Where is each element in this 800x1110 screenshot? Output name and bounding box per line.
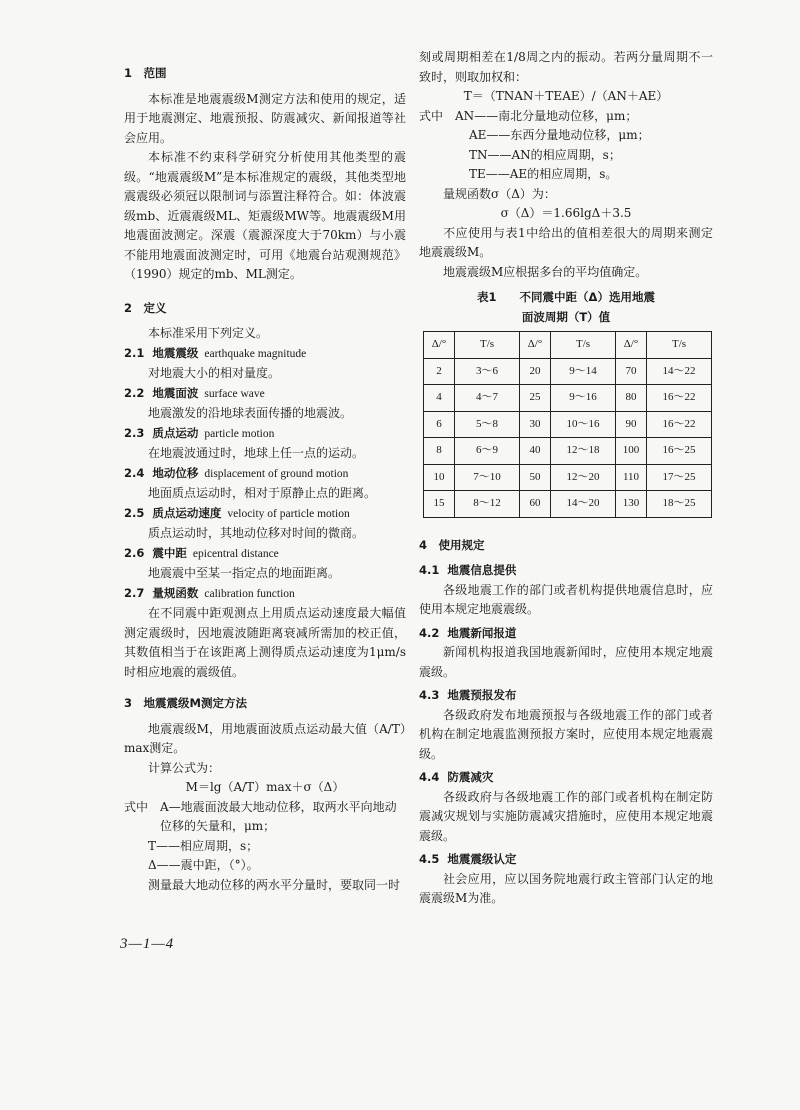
rule-number: 4.4: [419, 770, 440, 784]
rule-number: 4.5: [419, 852, 440, 866]
where-line-3: Δ——震中距，（°）。: [148, 858, 259, 872]
table-header-row: [424, 332, 712, 359]
section-3-para-1: 地震震级M，用地震面波质点运动最大值（A/T）max测定。: [124, 721, 406, 755]
rule-description: 各级政府发布地震预报与各级地震工作的部门或者机构在制定地震监测预报方案时，应使用本规定地震震级。: [419, 707, 713, 761]
rule-heading: [419, 768, 713, 788]
table-cell: 110: [616, 464, 647, 491]
table-cell: 100: [616, 438, 647, 465]
weighted-period-formula: T＝（TNAN＋TEAE）/（AN＋AE）: [463, 89, 669, 103]
table-cell: 2: [424, 358, 455, 385]
definition-description: 地震激发的沿地球表面传播的地震波。: [148, 406, 353, 420]
definition-english: velocity of particle motion: [227, 507, 350, 520]
table-cell: 90: [616, 411, 647, 438]
rule-description: 社会应用，应以国务院地震行政主管部门认定的地震震级M为准。: [419, 871, 713, 905]
definition-heading: [124, 504, 406, 525]
definition-heading: [124, 464, 406, 485]
definition-english: earthquake magnitude: [204, 347, 307, 360]
table-cell: 4: [424, 385, 455, 412]
definition-english: displacement of ground motion: [204, 467, 349, 480]
section-3-para-2: 计算公式为：: [148, 760, 221, 775]
table-cell: 10: [424, 464, 455, 491]
rule-number: 4.3: [419, 688, 440, 702]
table-cell: 9～14: [551, 358, 616, 385]
rule-number: 4.2: [419, 625, 440, 640]
rule-term: 防震减灾: [447, 770, 494, 784]
rule-term: 地震震级认定: [447, 852, 517, 866]
definition-term: 质点运动: [152, 425, 199, 440]
table-header: T/s: [551, 332, 616, 359]
table-caption: 表1 不同震中距（Δ）选用地震: [477, 290, 655, 304]
section-3-para-3: 测量最大地动位移的两水平分量时，要取同一时: [148, 877, 401, 892]
definition-number: 2.2: [124, 385, 145, 400]
definition-english: surface wave: [204, 387, 265, 400]
definition-description: 对地震大小的相对量度。: [148, 366, 281, 380]
left-column: [124, 54, 406, 895]
definition-heading: [124, 544, 406, 565]
continuation-para: 刻或周期相差在1/8周之内的振动。若两分量周期不一致时，则取加权和：: [419, 50, 713, 84]
table-row: [424, 358, 712, 385]
rule-description: 各级地震工作的部门或者机构提供地震信息时，应使用本规定地震震级。: [419, 582, 713, 616]
section-2-intro: 本标准采用下列定义。: [148, 326, 269, 340]
rule-term: 地震预报发布: [447, 688, 517, 702]
table-cell: 70: [616, 358, 647, 385]
definition-term: 质点运动速度: [152, 505, 222, 520]
calibration-formula: σ（Δ）＝1.66lgΔ＋3.5: [500, 206, 632, 220]
table-cell: 15: [424, 491, 455, 518]
table-cell: 130: [616, 491, 647, 518]
table-cell: 3～6: [455, 358, 520, 385]
table-caption-2: 面波周期（T）值: [521, 309, 611, 324]
definition-number: 2.3: [124, 425, 145, 440]
table-cell: 80: [616, 385, 647, 412]
definition-heading: [124, 424, 406, 445]
table-cell: 16～22: [647, 385, 712, 412]
table-cell: 16～25: [647, 438, 712, 465]
table-row: [424, 464, 712, 491]
where-ae: AE——东西分量地动位移，μm；: [469, 128, 650, 142]
table-row: [424, 411, 712, 438]
where-line-2: T——相应周期，s；: [148, 838, 259, 853]
rules-list: [419, 561, 713, 909]
section-2-title: 2 定义: [124, 300, 167, 315]
definition-term: 震中距: [152, 545, 187, 560]
table-cell: 60: [520, 491, 551, 518]
table-cell: 17～25: [647, 464, 712, 491]
table-cell: 12～20: [551, 464, 616, 491]
table-cell: 40: [520, 438, 551, 465]
definition-number: 2.6: [124, 545, 145, 560]
definition-number: 2.1: [124, 345, 145, 360]
rule-heading: [419, 624, 713, 644]
magnitude-formula: M＝lg（A/T）max＋σ（Δ）: [185, 780, 345, 794]
table-header: Δ/°: [424, 332, 455, 359]
where-line-1: 式中 A—地震面波最大地动位移，取两水平向地动位移的矢量和，μm；: [124, 799, 397, 833]
section-1-title: 1 范围: [124, 66, 167, 80]
rule-heading: [419, 686, 713, 706]
page-number: 3—1—4: [120, 936, 175, 952]
rule-number: 4.1: [419, 563, 440, 577]
period-note: 不应使用与表1中给出的值相差很大的周期来测定地震震级M。: [419, 225, 713, 259]
definition-english: particle motion: [204, 427, 275, 440]
table-cell: 4～7: [455, 385, 520, 412]
definitions-list: [124, 344, 406, 683]
right-column: [419, 48, 713, 909]
table-cell: 7～10: [455, 464, 520, 491]
table-cell: 20: [520, 358, 551, 385]
table-cell: 14～22: [647, 358, 712, 385]
table-cell: 50: [520, 464, 551, 491]
definition-english: epicentral distance: [192, 547, 279, 560]
section-3-title: 3 地震震级M测定方法: [124, 696, 247, 710]
rule-heading: [419, 561, 713, 581]
where-tn: TN——AN的相应周期，s；: [469, 147, 621, 162]
rule-description: 新闻机构报道我国地震新闻时，应使用本规定地震震级。: [419, 645, 713, 679]
average-note: 地震震级M应根据多台的平均值确定。: [443, 264, 648, 279]
definition-number: 2.7: [124, 585, 145, 600]
table-header: Δ/°: [520, 332, 551, 359]
definition-term: 地震震级: [152, 345, 199, 360]
definition-description: 质点运动时，其地动位移对时间的微商。: [148, 526, 365, 540]
table-header: T/s: [455, 332, 520, 359]
rule-description: 各级政府与各级地震工作的部门或者机构在制定防震减灾规划与实施防震减灾措施时，应使用本规定地震震级。: [419, 789, 713, 843]
table-cell: 30: [520, 411, 551, 438]
definition-term: 地震面波: [152, 385, 199, 400]
section-1-para-2: 本标准不约束科学研究分析使用其他类型的震级。“地震震级M”是本标准规定的震级，其他类型地震震级必须冠以限制词与添置注释符合。如：体波震级mb、近震震级ML、矩震级MW等。地震震级M用地震面波测定。深震（震源深度大于70km）与小震不能用地震面波测定时，可用《地震台站观测规范》（1990）规定的mb、ML测定。: [124, 150, 406, 281]
definition-description: 地面质点运动时，相对于原静止点的距离。: [148, 486, 377, 500]
definition-english: calibration function: [204, 587, 295, 600]
table-cell: 8: [424, 438, 455, 465]
rule-heading: [419, 850, 713, 870]
definition-heading: [124, 344, 406, 365]
section-1-para-1: 本标准是地震震级M测定方法和使用的规定，适用于地震测定、地震预报、防震减灾、新闻报道等社会应用。: [124, 91, 406, 145]
definition-description: 地震震中至某一指定点的地面距离。: [148, 566, 341, 580]
where-te: TE——AE的相应周期，s。: [469, 167, 618, 181]
table-cell: 12～18: [551, 438, 616, 465]
table-cell: 6～9: [455, 438, 520, 465]
section-4-title: 4 使用规定: [419, 537, 485, 552]
calibration-intro: 量规函数σ（Δ）为：: [443, 186, 556, 201]
definition-description: 在不同震中距观测点上用质点运动速度最大幅值测定震级时，因地震波随距离衰减所需加的校正值，其数值相当于在该距离上测得质点运动速度为1μm/s时相应地震的震级值。: [124, 606, 406, 679]
where-an: 式中 AN——南北分量地动位移，μm；: [419, 108, 638, 123]
definition-number: 2.4: [124, 465, 145, 480]
table-cell: 5～8: [455, 411, 520, 438]
table-cell: 18～25: [647, 491, 712, 518]
rule-term: 地震信息提供: [447, 563, 517, 577]
table-cell: 9～16: [551, 385, 616, 412]
table-cell: 10～16: [551, 411, 616, 438]
table-cell: 16～22: [647, 411, 712, 438]
table-cell: 14～20: [551, 491, 616, 518]
table-header: T/s: [647, 332, 712, 359]
table-row: [424, 438, 712, 465]
definition-term: 地动位移: [152, 465, 199, 480]
rule-term: 地震新闻报道: [447, 625, 517, 640]
definition-description: 在地震波通过时，地球上任一点的运动。: [148, 446, 365, 460]
definition-term: 量规函数: [152, 585, 199, 600]
table-row: [424, 385, 712, 412]
table-header: Δ/°: [616, 332, 647, 359]
table-cell: 8～12: [455, 491, 520, 518]
definition-heading: [124, 384, 406, 405]
definition-heading: [124, 584, 406, 605]
table-row: [424, 491, 712, 518]
definition-number: 2.5: [124, 505, 145, 520]
table-cell: 25: [520, 385, 551, 412]
table-cell: 6: [424, 411, 455, 438]
period-table: [423, 331, 712, 518]
